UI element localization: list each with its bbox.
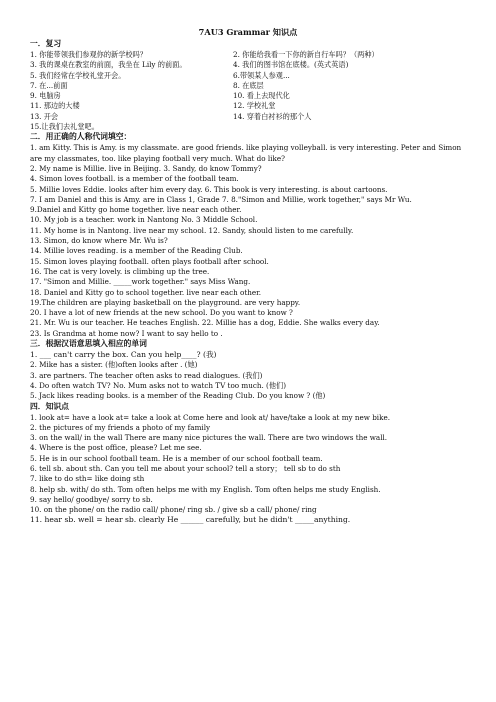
review-item: 10. 看上去现代化 <box>233 91 290 101</box>
knowledge-line: 11. hear sb. well = hear sb. clearly He ______ carefully, but he didn't _____anything. <box>30 515 351 525</box>
review-item: 9. 电脑房 <box>30 91 61 101</box>
review-item: 1. 你能带领我们参观你的新学校吗？ <box>30 50 147 59</box>
knowledge-line: 9. say hello/ goodbye/ sorry to sb. <box>30 494 153 504</box>
exercise-line: 5. Millie loves Eddie. looks after him every day. 6. This book is very interesting. is about cartoons. <box>30 184 388 194</box>
exercise-line: 15. Simon loves playing football. often plays football after school. <box>30 256 269 266</box>
exercise-line: 16. The cat is very lovely. is climbing up the tree. <box>30 266 210 276</box>
exercise-line: 2. Mike has a sister. (他)often looks after . (她) <box>30 360 198 370</box>
knowledge-line: 6. tell sb. about sth. Can you tell me about your school? tell a story； tell sb to do sth <box>30 463 341 473</box>
exercise-line: 11. My home is in Nantong. live near my school. 12. Sandy, should listen to me carefully. <box>30 225 354 235</box>
exercise-line: 19.The children are playing basketball on the playground. are very happy. <box>30 297 301 307</box>
review-item: 12. 学校礼堂 <box>233 101 276 111</box>
review-item: 3. 我的课桌在教室的前面，我坐在 Lily 的前面。 <box>30 60 187 70</box>
knowledge-line: 2. the pictures of my friends a photo of my family <box>30 422 211 432</box>
page-title: 7AU3 Grammar 知识点 <box>198 27 298 37</box>
exercise-line: 17. "Simon and Millie. _____work together." says Miss Wang. <box>30 277 251 287</box>
review-item: 8. 在底层 <box>233 80 264 90</box>
exercise-line: 4. Do often watch TV? No. Mum asks not to watch TV too much. (他们) <box>30 380 287 390</box>
exercise-line: 14. Millie loves reading. is a member of the Reading Club. <box>30 246 243 256</box>
exercise-line: 1. am Kitty. This is Amy. is my classmate. are good friends. like playing volleyball. is very interesting. Peter and Simon are my classmates, too. like playing football very much. What do like? <box>30 143 462 163</box>
exercise-line: 9.Daniel and Kitty go home together. live near each other. <box>30 205 242 215</box>
knowledge-line: 1. look at= have a look at= take a look at Come here and look at/ have/take a look at my new bike. <box>30 412 390 422</box>
review-item: 11. 那边的大楼 <box>30 101 80 111</box>
knowledge-line: 10. on the phone/ on the radio call/ phone/ ring sb. / give sb a call/ phone/ ring <box>30 505 317 515</box>
review-item: 13. 开会 <box>30 111 59 121</box>
section-heading-pronouns: 二．用正确的人称代词填空： <box>30 132 132 142</box>
section-heading-fill-words: 三．根据汉语意思填入相应的单词 <box>30 339 147 349</box>
review-row <box>30 91 466 101</box>
exercise-line: 20. I have a lot of new friends at the new school. Do you want to know ? <box>30 308 293 318</box>
exercise-line: 1. ___ can't carry the box. Can you help____? (我) <box>30 350 217 360</box>
exercise-line: 18. Daniel and Kitty go to school together. live near each other. <box>30 287 262 297</box>
review-row <box>30 112 466 122</box>
review-row <box>30 50 466 60</box>
exercise-line: 13. Simon, do know where Mr. Wu is? <box>30 236 168 246</box>
knowledge-line: 8. help sb. with/ do sth. Tom often helps me with my English. Tom often helps me study English. <box>30 484 381 494</box>
section-heading-review: 一．复习 <box>30 39 62 48</box>
review-item: 7. 在...前面 <box>30 80 68 90</box>
knowledge-line: 3. on the wall/ in the wall There are many nice pictures the wall. There are two windows the wall. <box>30 433 388 443</box>
exercise-line: 10. My job is a teacher. work in Nantong No. 3 Middle School. <box>30 215 258 225</box>
review-row <box>30 71 466 81</box>
review-item: 5. 我们经常在学校礼堂开会。 <box>30 70 126 80</box>
knowledge-line: 5. He is in our school football team. He is a member of our school football team. <box>30 453 323 463</box>
exercise-line: 23. Is Grandma at home now? I want to say hello to . <box>30 328 223 338</box>
review-item: 14. 穿着白衬衫的那个人 <box>233 111 312 121</box>
review-row <box>30 60 466 70</box>
review-item: 4. 我们的图书馆在底楼。(英式英语) <box>233 60 349 70</box>
review-row <box>30 81 466 91</box>
knowledge-line: 7. like to do sth= like doing sth <box>30 474 145 484</box>
exercise-line: 4. Simon loves football. is a member of the football team. <box>30 174 239 184</box>
review-item: 15.让我们去礼堂吧。 <box>30 122 99 132</box>
exercise-line: 7. I am Daniel and this is Amy. are in Class 1, Grade 7. 8."Simon and Millie, work together," says Mr Wu. <box>30 194 412 204</box>
section-heading-knowledge: 四．知识点 <box>30 401 69 411</box>
exercise-line: 21. Mr. Wu is our teacher. He teaches English. 22. Millie has a dog, Eddie. She walks every day. <box>30 318 380 328</box>
review-item: 2. 你能给我看一下你的新自行车吗？（两种） <box>233 50 379 59</box>
exercise-line: 3. are partners. The teacher often asks to read dialogues. (我们) <box>30 370 263 380</box>
exercise-line: 2. My name is Millie. live in Beijing. 3. Sandy, do know Tommy? <box>30 163 262 173</box>
review-row <box>30 101 466 111</box>
knowledge-line: 4. Where is the post office, please? Let me see. <box>30 443 202 453</box>
review-item: 6.带领某人参观... <box>233 70 290 80</box>
exercise-line: 5. Jack likes reading books. is a member of the Reading Club. Do you know ? (他) <box>30 391 326 401</box>
